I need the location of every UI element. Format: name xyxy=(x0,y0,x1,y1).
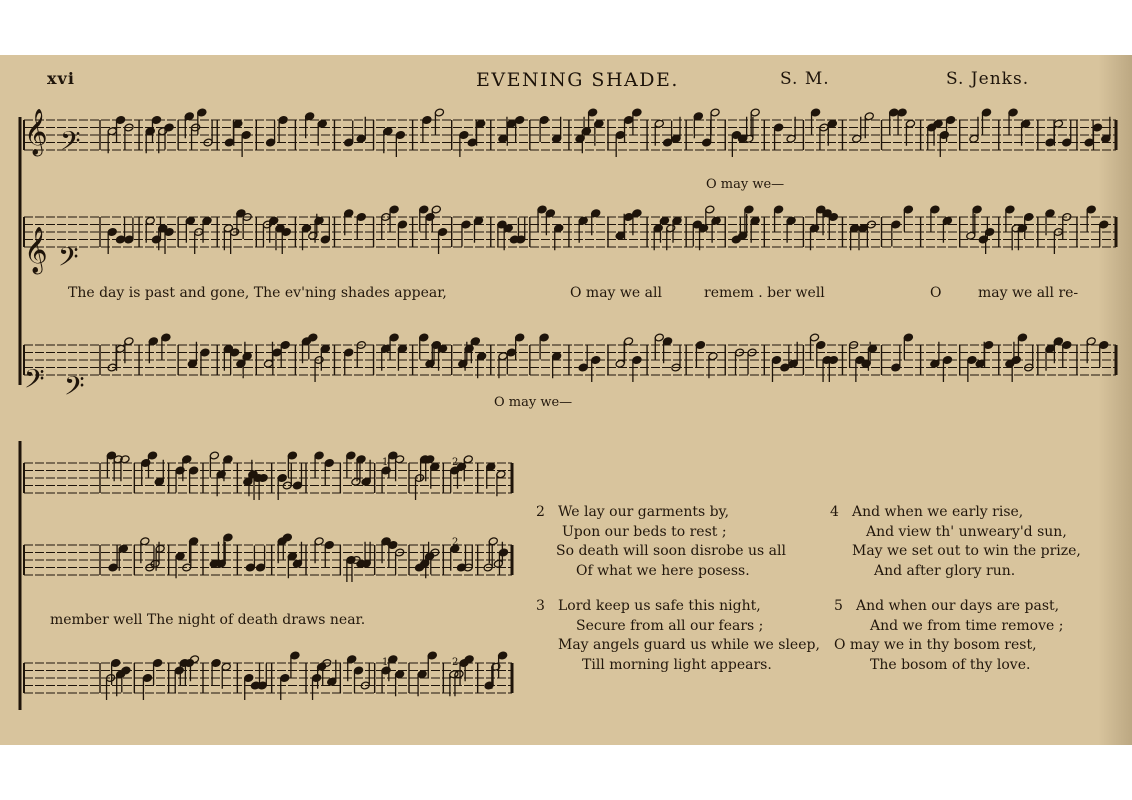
lyric-phrase-4: O xyxy=(930,285,942,301)
verse-line: So death will soon disrobe us all xyxy=(556,543,786,559)
verse-line: Secure from all our fears ; xyxy=(576,617,764,634)
page-number: xvi xyxy=(47,69,75,88)
composer-name: S. Jenks. xyxy=(946,69,1030,89)
verse-number: 5 xyxy=(834,598,843,614)
verse-line: And when we early rise, xyxy=(852,504,1024,520)
verse-line: May angels guard us while we sleep, xyxy=(558,637,820,653)
verse-line: The bosom of thy love. xyxy=(870,656,1031,673)
second-ending-mark: 2 xyxy=(452,457,459,468)
volta-brackets xyxy=(382,457,458,668)
verse-3 xyxy=(536,597,820,675)
bass-cue-lyric: O may we— xyxy=(494,395,573,410)
treble-cue-lyric: O may we— xyxy=(706,177,785,192)
bass-clef-icon: 𝄢 xyxy=(58,241,79,279)
verse-line: And we from time remove ; xyxy=(870,617,1064,634)
second-ending-mark: 2 xyxy=(452,537,459,548)
treble-clef-icon: 𝄞 xyxy=(24,227,48,273)
second-ending-mark: 2 xyxy=(452,657,459,668)
lyric-phrase-3: remem . ber well xyxy=(704,285,825,301)
verse-line: And view th' unweary'd sun, xyxy=(866,523,1067,540)
bass-clef-icon: 𝄢 xyxy=(24,363,45,401)
lyric-line-2: member well The night of death draws near. xyxy=(50,612,366,628)
lyric-line-1: The day is past and gone, The ev'ning shades appear, xyxy=(68,285,447,301)
verse-line: Of what we here posess. xyxy=(576,562,750,579)
verse-line: Till morning light appears. xyxy=(582,656,772,673)
verse-line: Upon our beds to rest ; xyxy=(562,523,727,540)
treble-clef-icon: 𝄞 xyxy=(24,109,48,155)
clefs xyxy=(24,109,85,408)
verse-line: And when our days are past, xyxy=(856,598,1060,614)
verse-line: O may we in thy bosom rest, xyxy=(834,637,1037,653)
first-ending-mark: 1 xyxy=(382,457,389,468)
note-head xyxy=(1101,134,1111,143)
bass-clef-icon: 𝄢 xyxy=(64,370,85,408)
verse-number: 2 xyxy=(536,504,545,520)
tune-title: EVENING SHADE. xyxy=(476,69,679,91)
note-head xyxy=(1099,341,1109,350)
verse-line: Lord keep us safe this night, xyxy=(558,598,761,614)
verse-line: May we set out to win the prize, xyxy=(852,543,1081,559)
lyric-phrase-2: O may we all xyxy=(570,285,662,301)
verse-4 xyxy=(830,503,1081,581)
verse-number: 4 xyxy=(830,504,839,520)
verse-line: We lay our garments by, xyxy=(558,504,730,520)
verse-2 xyxy=(536,503,786,581)
bass-clef-icon: 𝄢 xyxy=(60,125,81,163)
first-ending-mark: 1 xyxy=(382,657,389,668)
lyric-phrase-5: may we all re- xyxy=(978,285,1079,301)
verse-5 xyxy=(834,597,1063,675)
meter-label: S. M. xyxy=(780,69,830,89)
first-ending-mark: 1 xyxy=(382,537,389,548)
verse-line: And after glory run. xyxy=(874,562,1016,579)
note-head xyxy=(1099,220,1109,229)
score-page xyxy=(0,55,1132,745)
verse-number: 3 xyxy=(536,598,545,614)
